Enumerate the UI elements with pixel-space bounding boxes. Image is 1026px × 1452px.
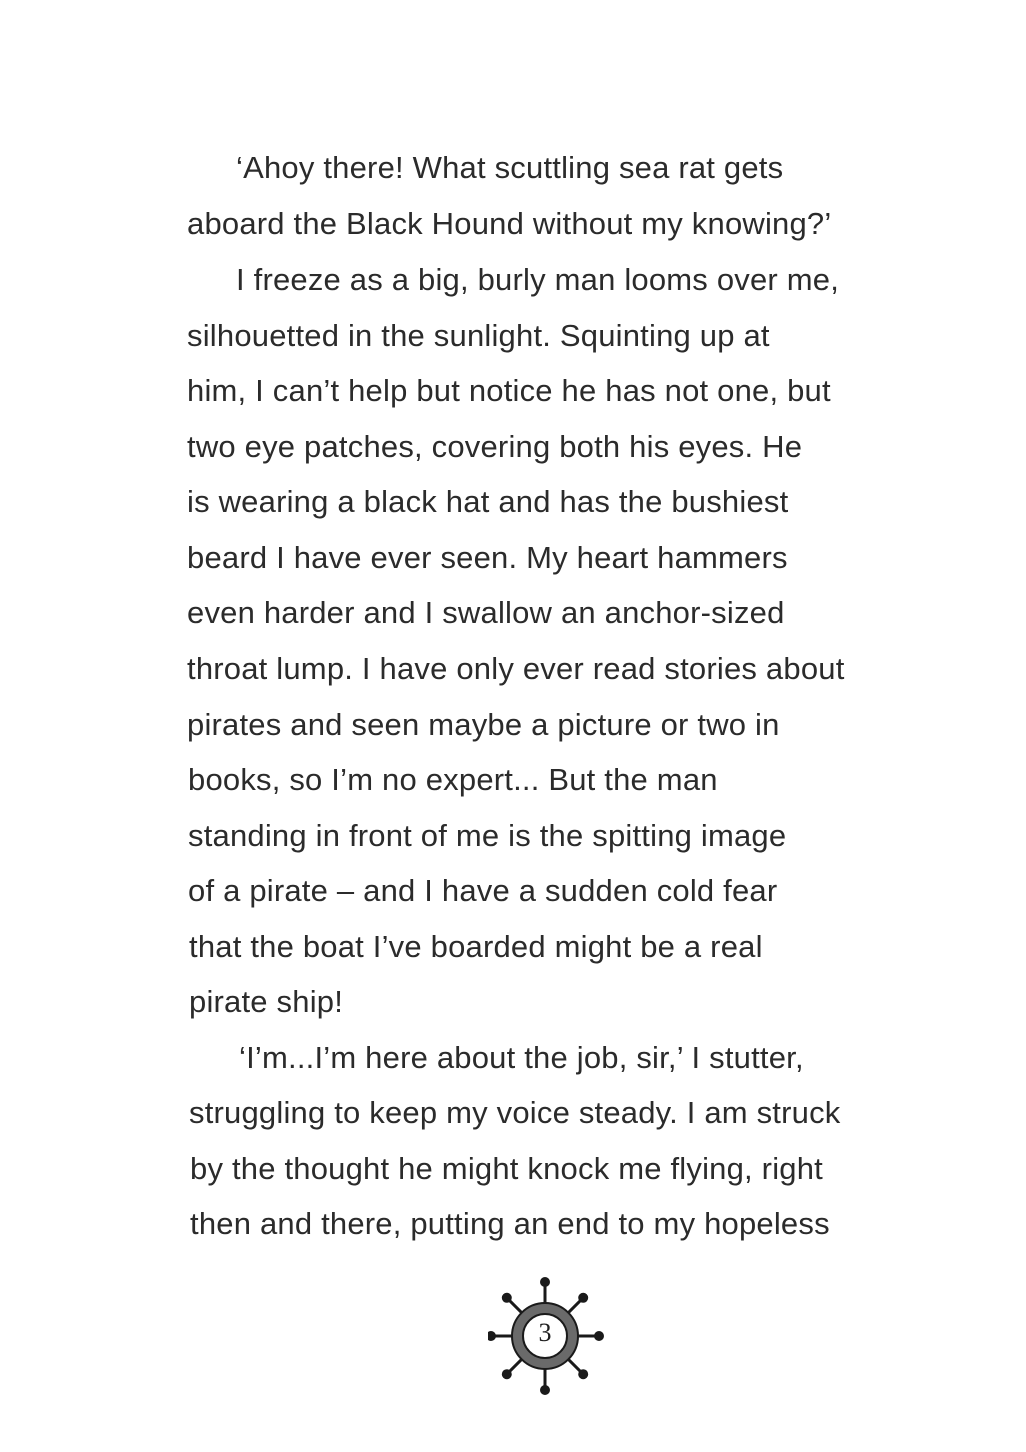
text-line-13: standing in front of me is the spitting image xyxy=(188,818,787,853)
wheel-handle xyxy=(542,1279,549,1286)
text-line-5: him, I can’t help but notice he has not one, but xyxy=(187,373,831,408)
text-line-1: ‘Ahoy there! What scuttling sea rat gets xyxy=(236,150,784,185)
text-line-19: by the thought he might knock me flying, right xyxy=(190,1151,823,1186)
text-line-7: is wearing a black hat and has the bushiest xyxy=(187,484,789,519)
text-line-6: two eye patches, covering both his eyes. He xyxy=(187,429,803,464)
wheel-handle xyxy=(596,1333,603,1340)
text-line-3: I freeze as a big, burly man looms over me, xyxy=(236,262,840,297)
wheel-handle xyxy=(488,1333,495,1340)
text-line-20: then and there, putting an end to my hopeless xyxy=(190,1206,830,1241)
text-line-10: throat lump. I have only ever read stories about xyxy=(187,651,845,686)
wheel-handle xyxy=(503,1294,510,1301)
wheel-handle xyxy=(580,1371,587,1378)
text-line-8: beard I have ever seen. My heart hammers xyxy=(187,540,788,575)
text-line-2: aboard the Black Hound without my knowing?’ xyxy=(187,206,832,241)
text-line-14: of a pirate – and I have a sudden cold fear xyxy=(188,873,778,908)
page-number: 3 xyxy=(538,1318,552,1347)
text-line-4: silhouetted in the sunlight. Squinting up at xyxy=(187,318,770,353)
text-line-18: struggling to keep my voice steady. I am struck xyxy=(189,1095,841,1130)
wheel-handle xyxy=(542,1387,549,1394)
text-line-16: pirate ship! xyxy=(189,984,344,1019)
wheel-handle xyxy=(503,1371,510,1378)
text-line-12: books, so I’m no expert... But the man xyxy=(188,762,718,797)
text-line-17: ‘I’m...I’m here about the job, sir,’ I stutter, xyxy=(239,1040,804,1075)
text-line-11: pirates and seen maybe a picture or two in xyxy=(187,707,780,742)
text-line-15: that the boat I’ve boarded might be a real xyxy=(189,929,763,964)
text-line-9: even harder and I swallow an anchor-sized xyxy=(187,595,785,630)
wheel-handle xyxy=(580,1294,587,1301)
